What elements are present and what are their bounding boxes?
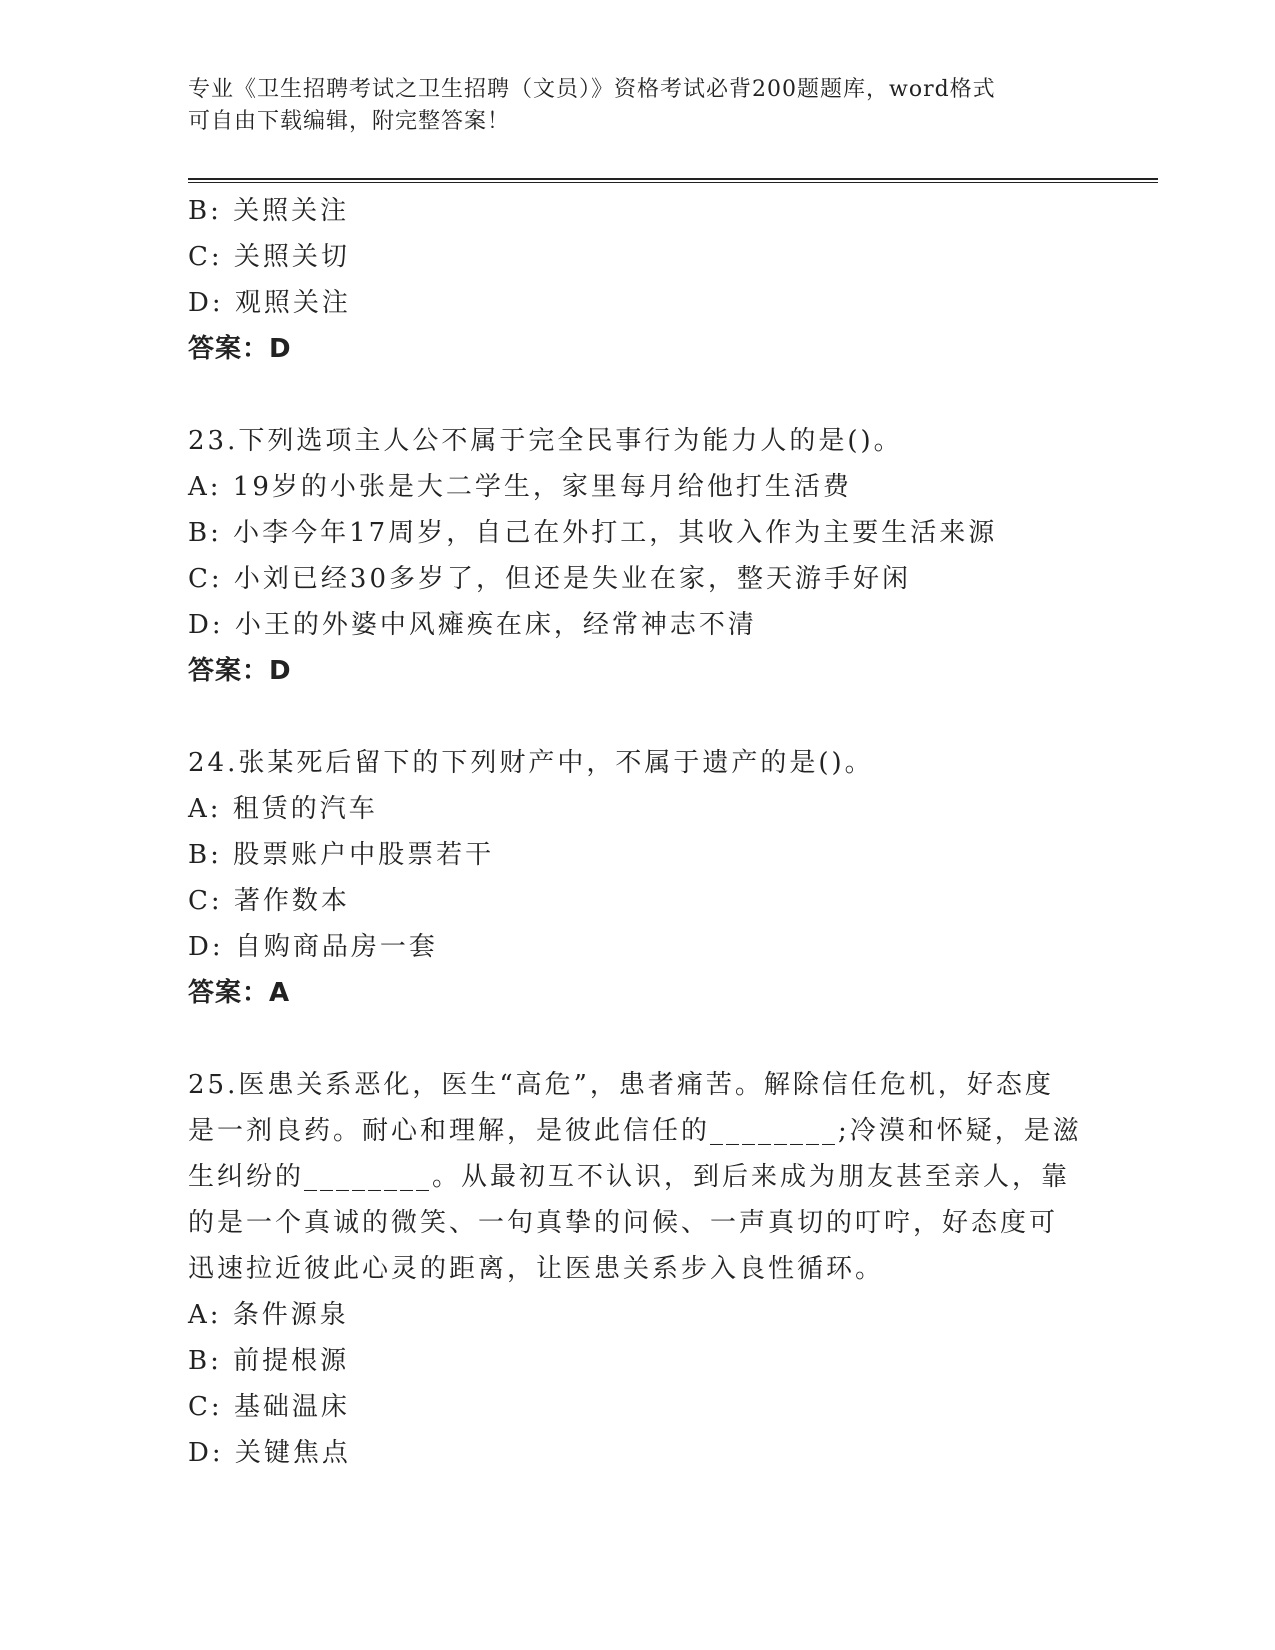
question-stem-line-5: 迅速拉近彼此心灵的距离，让医患关系步入良性循环。 [188,1254,885,1284]
option-c: C: 关照关切 [188,242,350,272]
option-d: D: 小王的外婆中风瘫痪在床，经常神志不清 [188,610,757,640]
option-c: C: 基础温床 [188,1392,350,1422]
question-stem-line-2: 是一剂良药。耐心和理解，是彼此信任的________;冷漠和怀疑，是滋 [188,1116,1082,1146]
question-22 [188,188,1088,372]
question-25 [188,1062,1088,1476]
question-24 [188,740,1088,1016]
option-a: A: 19岁的小张是大二学生，家里每月给他打生活费 [188,472,852,502]
option-b: B: 小李今年17周岁，自己在外打工，其收入作为主要生活来源 [188,518,998,548]
option-a: A: 租赁的汽车 [188,794,378,824]
option-a: A: 条件源泉 [188,1300,349,1330]
question-stem-line-1: 25.医患关系恶化，医生“高危”，患者痛苦。解除信任危机，好态度 [188,1070,1054,1100]
option-b: B: 前提根源 [188,1346,350,1376]
option-b: B: 关照关注 [188,196,350,226]
question-stem: 23.下列选项主人公不属于完全民事行为能力人的是()。 [188,426,903,456]
option-c: C: 小刘已经30多岁了，但还是失业在家，整天游手好闲 [188,564,912,594]
document-header [188,74,1068,138]
document-body [188,188,1088,1476]
header-line-2: 可自由下载编辑，附完整答案！ [188,109,511,134]
spacer [188,1016,1088,1062]
answer-line: 答案：D [188,656,292,686]
header-line-1: 专业《卫生招聘考试之卫生招聘（文员）》资格考试必背200题题库，word格式 [188,77,996,102]
option-d: D: 自购商品房一套 [188,932,438,962]
question-stem-line-4: 的是一个真诚的微笑、一句真挚的问候、一声真切的叮咛，好态度可 [188,1208,1059,1238]
question-23 [188,418,1088,694]
question-stem-line-3: 生纠纷的________。从最初互不认识，到后来成为朋友甚至亲人，靠 [188,1162,1071,1192]
answer-line: 答案：A [188,978,291,1008]
spacer [188,372,1088,418]
answer-line: 答案：D [188,334,292,364]
question-stem: 24.张某死后留下的下列财产中，不属于遗产的是()。 [188,748,874,778]
option-d: D: 观照关注 [188,288,351,318]
header-divider [188,178,1158,183]
option-b: B: 股票账户中股票若干 [188,840,495,870]
option-d: D: 关键焦点 [188,1438,351,1468]
spacer [188,694,1088,740]
option-c: C: 著作数本 [188,886,350,916]
